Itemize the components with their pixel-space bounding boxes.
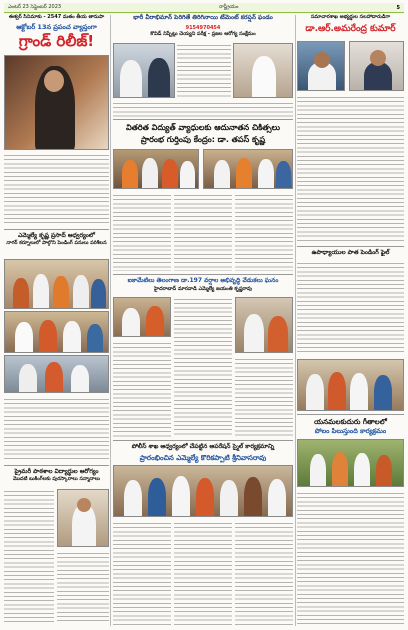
story-body bbox=[297, 95, 404, 243]
story-headline: పోలీస్ శాఖ ఆధ్వర్యంలో చేపట్టిన ఆపరేషన్ స్మైల్ కార్యక్రమాన్ని bbox=[131, 443, 275, 450]
story-subheadline: హైదరాబాద్ మారవాడి ఎమ్మెల్యే జయంతి కృష్ణరావు bbox=[153, 286, 253, 292]
story-headline: ఐకామేటిలు తెలంగాణ డా.197 వర్షాల అభివృద్ధి వేడుకలు ఘనం bbox=[127, 277, 279, 284]
column-divider bbox=[295, 15, 296, 626]
story-body bbox=[57, 551, 109, 624]
divider bbox=[297, 414, 404, 415]
story-headline: గ్రాండ్ రిలీజ్! bbox=[18, 32, 95, 50]
group-photo bbox=[4, 259, 109, 309]
story-body bbox=[174, 297, 232, 437]
divider bbox=[113, 119, 293, 120]
story-kicker: సమాచారశాఖ అభ్యర్థుల సలహాదారుడిగా bbox=[310, 14, 391, 20]
edition-date: ఎంటర్‌ 23 సెప్టెంబర్ 2023 bbox=[8, 4, 62, 10]
story-body bbox=[297, 261, 404, 355]
news-photo bbox=[113, 297, 171, 337]
story-headline: డా.ఆర్.అమరేంద్ర కుమార్ bbox=[305, 24, 396, 34]
right-column bbox=[297, 15, 404, 626]
portrait-photo bbox=[297, 41, 345, 91]
story-body bbox=[113, 521, 171, 626]
story-headline: భారీ వీరాభిమాన్ పెరిగితే తిరిగినాయి టేమెంట్ కరప్షన్ ఫండం bbox=[133, 14, 273, 21]
divider bbox=[113, 274, 293, 275]
story-body bbox=[297, 491, 404, 626]
news-photo bbox=[235, 297, 293, 353]
movie-still-photo bbox=[4, 55, 109, 150]
story-body bbox=[113, 341, 171, 437]
story-headline: ఎమ్మెల్యే కృష్ణ ప్రసాద్ ఆధ్వర్యంలో bbox=[18, 232, 95, 239]
page-number: 5 bbox=[396, 4, 400, 11]
phone-number: 9154970454 bbox=[185, 25, 221, 31]
story-headline: యనమలకుదురు గీతాలలో bbox=[314, 418, 387, 426]
group-photo bbox=[4, 311, 109, 353]
story-headline: ప్రైమరీ పాఠశాల విద్యార్థుల ఆరోగ్యం bbox=[14, 468, 99, 475]
story-body bbox=[177, 43, 231, 98]
story-subheadline: నాగర్ కర్నూలులో పాల్గొని పెండింగ్ పనులు పరిశీలన bbox=[6, 240, 107, 246]
story-headline: వితరిత విద్యుత్ వ్యాధులకు ఆదునాతన చికిత్సలు bbox=[125, 123, 280, 132]
story-body bbox=[4, 153, 109, 225]
story-body bbox=[4, 397, 109, 462]
column-divider bbox=[110, 15, 111, 626]
story-subheadline: కొవిడ్ నిష్పేట్లు చెయ్యని పరీక్ష - ప్రజల ఆరోగ్య సంక్షేమం bbox=[150, 31, 256, 37]
divider bbox=[4, 229, 109, 230]
group-photo bbox=[297, 359, 404, 411]
story-body bbox=[174, 521, 232, 626]
portrait-photo bbox=[349, 41, 404, 91]
divider bbox=[4, 465, 109, 466]
divider bbox=[113, 440, 293, 441]
divider bbox=[297, 246, 404, 247]
section-name: రాష్ట్రీయం bbox=[219, 4, 239, 10]
story-body bbox=[113, 193, 171, 271]
group-photo bbox=[113, 465, 293, 517]
middle-column bbox=[113, 15, 293, 626]
story-kicker: ఈశ్వర్ సినిమాకు - 2547 మతం తీయ తానుపా bbox=[8, 14, 105, 20]
news-photo bbox=[57, 489, 109, 547]
story-body bbox=[4, 489, 54, 624]
field-photo bbox=[297, 439, 404, 487]
news-photo bbox=[113, 43, 175, 98]
story-headline: పోలం పిలుస్తుంది కార్యక్రమం bbox=[314, 427, 387, 435]
story-body bbox=[113, 101, 293, 117]
story-body bbox=[235, 193, 293, 271]
group-photo bbox=[4, 355, 109, 393]
story-body bbox=[235, 521, 293, 626]
left-column bbox=[4, 15, 109, 626]
news-photo bbox=[203, 149, 293, 189]
story-headline: ప్రారంభ గుర్తింపు కేంద్రం: డా. తపస్ కృష్ణ bbox=[140, 135, 266, 144]
page-header-bar bbox=[4, 3, 404, 13]
news-photo bbox=[233, 43, 293, 98]
story-subheadline: మొదటి బుకింగ్‌లకు పురస్కారాలు సన్మానాలు bbox=[13, 476, 100, 482]
story-subheadline: ఆక్టోబర్ 13న ప్రపంచ వ్యాప్తంగా bbox=[16, 23, 97, 31]
news-photo bbox=[113, 149, 199, 189]
story-body bbox=[174, 193, 232, 271]
story-headline: ఉపాధ్యాయుల పాత పెండింగ్ ఫైల్ bbox=[311, 249, 390, 256]
story-body bbox=[235, 357, 293, 437]
story-headline: ప్రారంభించిన ఎమ్మెల్యే కొరికప్పాటి శ్రీనివాసరావు bbox=[139, 454, 267, 462]
